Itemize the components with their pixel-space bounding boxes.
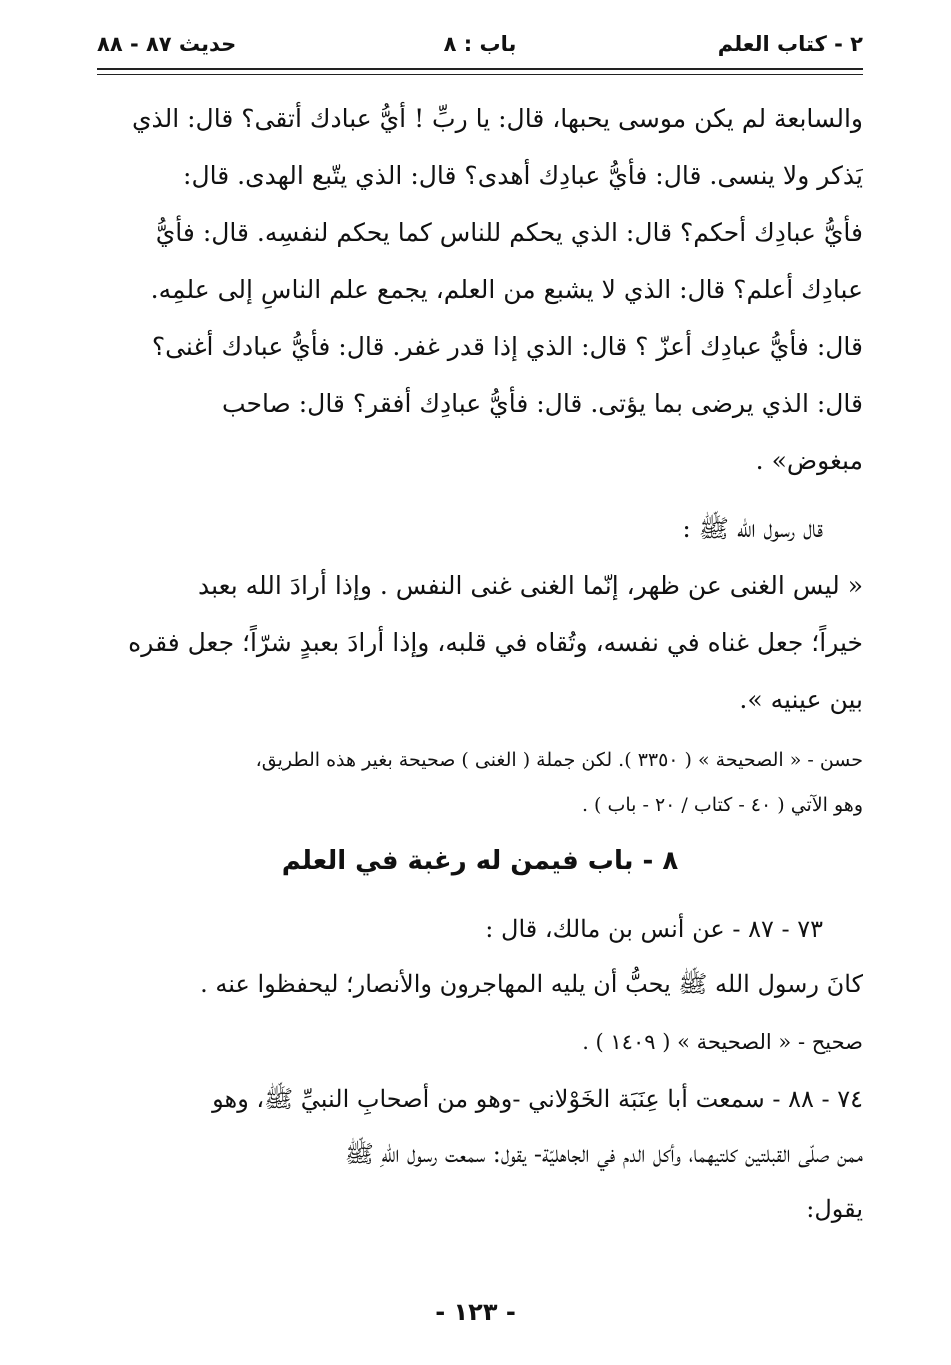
header-hadith-range: حديث ٨٧ - ٨٨ <box>97 32 237 56</box>
text-line: خيراً؛ جعل غناه في نفسه، وتُقاه في قلبه، وإذا أرادَ بعبدٍ شرّاً؛ جعل فقره <box>128 628 863 657</box>
text-line: قال: الذي يرضى بما يؤتى. قال: فأيُّ عبادِك أفقر؟ قال: صاحب <box>221 389 863 418</box>
page-number: - ١٢٣ - <box>435 1298 516 1326</box>
hadith-73 <box>97 902 863 1012</box>
text-line: والسابعة لم يكن موسى يحبها، قال: يا ربِّ ! أيُّ عبادك أتقى؟ قال: الذي <box>131 104 863 133</box>
header-rule-thick <box>97 68 863 70</box>
note-line: وهو الآتي ( ٤٠ - كتاب / ٢٠ - باب ) . <box>581 794 863 816</box>
hadith-74 <box>97 1072 863 1237</box>
text-line: « ليس الغنى عن ظهر، إنّما الغنى غنى النفس . وإذا أرادَ الله بعبد <box>197 571 863 600</box>
text-line: بين عينيه ». <box>739 685 863 714</box>
header-chapter: باب : ٨ <box>443 32 517 56</box>
text-line: كانَ رسول الله ﷺ يحبُّ أن يليه المهاجرون والأنصار؛ ليحفظوا عنه . <box>200 970 863 998</box>
text-line: ٧٣ - ٨٧ - عن أنس بن مالك، قال : <box>485 915 823 943</box>
header-book-title: ٢ - كتاب العلم <box>717 32 863 56</box>
grading-note <box>97 738 863 828</box>
running-header <box>97 32 863 64</box>
paragraph-hadith-continuation <box>97 90 863 489</box>
text-line: مبغوض» . <box>755 446 863 475</box>
text-line: يقول: <box>806 1195 863 1223</box>
note-line: حسن - « الصحيحة » ( ٣٣٥٠ ). لكن جملة ( الغنى ) صحيحة بغير هذه الطريق، <box>255 749 863 771</box>
chapter-heading: ٨ - باب فيمن له رغبة في العلم <box>281 846 679 876</box>
text-line: يَذكر ولا ينسى. قال: فأيُّ عبادِك أهدى؟ قال: الذي يتّبع الهدى. قال: <box>183 161 863 190</box>
text-line: عبادِك أعلم؟ قال: الذي لا يشبع من العلم، يجمع علم الناسِ إلى علمِه. <box>150 275 863 304</box>
text-line: قال رسول الله ﷺ : <box>682 514 823 543</box>
text-line: قال: فأيُّ عبادِك أعزّ ؟ قال: الذي إذا قدر غفر. قال: فأيُّ عبادك أغنى؟ <box>151 332 863 361</box>
paragraph-hadith-text <box>97 557 863 728</box>
header-rule-thin <box>97 74 863 75</box>
text-line: ممن صلّى القبلتين كلتيهما، وأكل الدم في الجاهليّة- يقول: سمعت رسول اللهِ ﷺ <box>344 1140 863 1168</box>
text-line: ٧٤ - ٨٨ - سمعت أبا عِنَبَة الخَوْلاني -وهو من أصحابِ النبيِّ ﷺ، وهو <box>212 1085 863 1113</box>
grading-note-2: صحيح - « الصحيحة » ( ١٤٠٩ ) . <box>582 1030 863 1054</box>
paragraph-prophet-said <box>97 500 863 557</box>
text-line: فأيُّ عبادِك أحكم؟ قال: الذي يحكم للناس كما يحكم لنفسِه. قال: فأيُّ <box>155 218 863 247</box>
